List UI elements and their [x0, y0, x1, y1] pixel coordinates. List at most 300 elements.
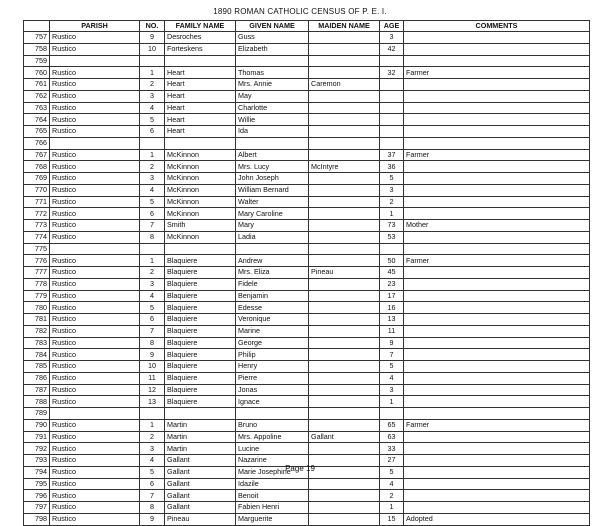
- table-row: [24, 79, 590, 91]
- family-name-cell: McKinnon: [165, 149, 236, 161]
- table-row: [24, 137, 590, 149]
- parish-cell: Rustico: [50, 502, 140, 514]
- maiden-name-cell: [309, 408, 380, 420]
- age-cell: [380, 79, 404, 91]
- parish-cell: Rustico: [50, 419, 140, 431]
- family-name-cell: McKinnon: [165, 231, 236, 243]
- table-row: [24, 149, 590, 161]
- row-number-cell: 768: [24, 161, 50, 173]
- comments-cell: [404, 137, 590, 149]
- parish-cell: Rustico: [50, 220, 140, 232]
- given-name-cell: Mrs. Appoline: [236, 431, 309, 443]
- number-cell: 10: [140, 43, 165, 55]
- comments-cell: [404, 196, 590, 208]
- number-cell: 12: [140, 384, 165, 396]
- age-cell: 1: [380, 502, 404, 514]
- comments-cell: [404, 55, 590, 67]
- row-number-cell: 798: [24, 513, 50, 525]
- number-cell: 2: [140, 267, 165, 279]
- age-cell: [380, 102, 404, 114]
- number-cell: 4: [140, 102, 165, 114]
- comments-cell: [404, 32, 590, 44]
- number-cell: 4: [140, 455, 165, 467]
- given-name-cell: Willie: [236, 114, 309, 126]
- age-cell: 13: [380, 314, 404, 326]
- age-cell: 3: [380, 384, 404, 396]
- parish-cell: Rustico: [50, 255, 140, 267]
- maiden-name-cell: [309, 513, 380, 525]
- comments-cell: [404, 243, 590, 255]
- age-cell: [380, 114, 404, 126]
- age-cell: 63: [380, 431, 404, 443]
- comments-cell: [404, 361, 590, 373]
- number-cell: [140, 55, 165, 67]
- parish-cell: Rustico: [50, 278, 140, 290]
- comments-cell: [404, 443, 590, 455]
- row-number-cell: 788: [24, 396, 50, 408]
- family-name-cell: Heart: [165, 79, 236, 91]
- family-name-cell: McKinnon: [165, 184, 236, 196]
- given-name-cell: Philip: [236, 349, 309, 361]
- number-cell: 3: [140, 443, 165, 455]
- given-name-cell: Mrs. Eliza: [236, 267, 309, 279]
- number-cell: 5: [140, 114, 165, 126]
- row-number-cell: 762: [24, 90, 50, 102]
- row-number-cell: 759: [24, 55, 50, 67]
- maiden-name-cell: [309, 90, 380, 102]
- header-maiden-name: MAIDEN NAME: [309, 21, 380, 32]
- number-cell: 8: [140, 231, 165, 243]
- table-row: [24, 372, 590, 384]
- maiden-name-cell: [309, 337, 380, 349]
- maiden-name-cell: [309, 102, 380, 114]
- maiden-name-cell: Gallant: [309, 431, 380, 443]
- comments-cell: [404, 126, 590, 138]
- family-name-cell: McKinnon: [165, 208, 236, 220]
- given-name-cell: Jonas: [236, 384, 309, 396]
- document-title: 1890 ROMAN CATHOLIC CENSUS OF P. E. I.: [213, 7, 387, 16]
- census-table: [23, 20, 590, 526]
- maiden-name-cell: [309, 173, 380, 185]
- parish-cell: Rustico: [50, 196, 140, 208]
- parish-cell: Rustico: [50, 302, 140, 314]
- row-number-cell: 776: [24, 255, 50, 267]
- table-row: [24, 513, 590, 525]
- table-row: [24, 114, 590, 126]
- family-name-cell: Gallant: [165, 502, 236, 514]
- given-name-cell: Nazarine: [236, 455, 309, 467]
- age-cell: 1: [380, 208, 404, 220]
- age-cell: [380, 137, 404, 149]
- maiden-name-cell: [309, 314, 380, 326]
- parish-cell: Rustico: [50, 161, 140, 173]
- family-name-cell: Blaquiere: [165, 278, 236, 290]
- number-cell: 6: [140, 126, 165, 138]
- given-name-cell: Ignace: [236, 396, 309, 408]
- age-cell: 42: [380, 43, 404, 55]
- row-number-cell: 785: [24, 361, 50, 373]
- given-name-cell: Mrs. Lucy: [236, 161, 309, 173]
- family-name-cell: Heart: [165, 102, 236, 114]
- number-cell: 2: [140, 431, 165, 443]
- table-row: [24, 502, 590, 514]
- number-cell: 9: [140, 513, 165, 525]
- comments-cell: [404, 184, 590, 196]
- number-cell: 1: [140, 67, 165, 79]
- age-cell: [380, 55, 404, 67]
- given-name-cell: Benjamin: [236, 290, 309, 302]
- age-cell: 15: [380, 513, 404, 525]
- row-number-cell: 757: [24, 32, 50, 44]
- number-cell: 4: [140, 290, 165, 302]
- age-cell: [380, 90, 404, 102]
- number-cell: 9: [140, 32, 165, 44]
- row-number-cell: 758: [24, 43, 50, 55]
- maiden-name-cell: [309, 349, 380, 361]
- given-name-cell: Henry: [236, 361, 309, 373]
- family-name-cell: McKinnon: [165, 173, 236, 185]
- comments-cell: [404, 79, 590, 91]
- table-row: [24, 443, 590, 455]
- number-cell: 13: [140, 396, 165, 408]
- given-name-cell: Idazile: [236, 478, 309, 490]
- maiden-name-cell: Pineau: [309, 267, 380, 279]
- row-number-cell: 796: [24, 490, 50, 502]
- age-cell: 16: [380, 302, 404, 314]
- family-name-cell: Heart: [165, 67, 236, 79]
- number-cell: 1: [140, 255, 165, 267]
- row-number-cell: 792: [24, 443, 50, 455]
- comments-cell: [404, 90, 590, 102]
- row-number-cell: 771: [24, 196, 50, 208]
- comments-cell: [404, 231, 590, 243]
- comments-cell: [404, 278, 590, 290]
- maiden-name-cell: [309, 43, 380, 55]
- parish-cell: Rustico: [50, 372, 140, 384]
- number-cell: 7: [140, 325, 165, 337]
- age-cell: 37: [380, 149, 404, 161]
- age-cell: 9: [380, 337, 404, 349]
- family-name-cell: Martin: [165, 431, 236, 443]
- parish-cell: Rustico: [50, 208, 140, 220]
- row-number-cell: 770: [24, 184, 50, 196]
- age-cell: 7: [380, 349, 404, 361]
- row-number-cell: 773: [24, 220, 50, 232]
- given-name-cell: Mary: [236, 220, 309, 232]
- comments-cell: [404, 302, 590, 314]
- table-row: [24, 337, 590, 349]
- row-number-cell: 774: [24, 231, 50, 243]
- age-cell: 5: [380, 466, 404, 478]
- table-row: [24, 208, 590, 220]
- row-number-cell: 769: [24, 173, 50, 185]
- age-cell: 23: [380, 278, 404, 290]
- age-cell: 11: [380, 325, 404, 337]
- table-row: [24, 255, 590, 267]
- given-name-cell: John Joseph: [236, 173, 309, 185]
- comments-cell: [404, 372, 590, 384]
- number-cell: 7: [140, 490, 165, 502]
- parish-cell: Rustico: [50, 32, 140, 44]
- comments-cell: Mother: [404, 220, 590, 232]
- age-cell: [380, 243, 404, 255]
- table-row: [24, 302, 590, 314]
- parish-cell: [50, 408, 140, 420]
- number-cell: 5: [140, 466, 165, 478]
- comments-cell: [404, 208, 590, 220]
- table-row: [24, 349, 590, 361]
- comments-cell: Farmer: [404, 255, 590, 267]
- given-name-cell: Guss: [236, 32, 309, 44]
- number-cell: 1: [140, 149, 165, 161]
- parish-cell: Rustico: [50, 90, 140, 102]
- family-name-cell: Blaquiere: [165, 396, 236, 408]
- comments-cell: [404, 384, 590, 396]
- age-cell: 32: [380, 67, 404, 79]
- family-name-cell: Martin: [165, 443, 236, 455]
- comments-cell: [404, 396, 590, 408]
- table-row: [24, 184, 590, 196]
- row-number-cell: 765: [24, 126, 50, 138]
- parish-cell: Rustico: [50, 490, 140, 502]
- number-cell: 2: [140, 79, 165, 91]
- row-number-cell: 783: [24, 337, 50, 349]
- header-row-number: [24, 21, 50, 32]
- comments-cell: [404, 490, 590, 502]
- parish-cell: Rustico: [50, 513, 140, 525]
- maiden-name-cell: [309, 490, 380, 502]
- comments-cell: [404, 337, 590, 349]
- number-cell: 10: [140, 361, 165, 373]
- maiden-name-cell: [309, 243, 380, 255]
- table-row: [24, 361, 590, 373]
- age-cell: 3: [380, 32, 404, 44]
- given-name-cell: William Bernard: [236, 184, 309, 196]
- parish-cell: Rustico: [50, 79, 140, 91]
- maiden-name-cell: [309, 419, 380, 431]
- number-cell: [140, 243, 165, 255]
- number-cell: 8: [140, 337, 165, 349]
- table-row: [24, 67, 590, 79]
- age-cell: 53: [380, 231, 404, 243]
- table-row: [24, 325, 590, 337]
- row-number-cell: 763: [24, 102, 50, 114]
- given-name-cell: [236, 55, 309, 67]
- table-row: [24, 102, 590, 114]
- maiden-name-cell: [309, 208, 380, 220]
- table-row: [24, 126, 590, 138]
- parish-cell: [50, 55, 140, 67]
- row-number-cell: 790: [24, 419, 50, 431]
- given-name-cell: Elizabeth: [236, 43, 309, 55]
- family-name-cell: Blaquiere: [165, 267, 236, 279]
- maiden-name-cell: [309, 137, 380, 149]
- parish-cell: Rustico: [50, 126, 140, 138]
- parish-cell: Rustico: [50, 431, 140, 443]
- comments-cell: [404, 502, 590, 514]
- row-number-cell: 794: [24, 466, 50, 478]
- header-row: [24, 21, 590, 32]
- given-name-cell: Lucine: [236, 443, 309, 455]
- given-name-cell: Marguerite: [236, 513, 309, 525]
- comments-cell: [404, 173, 590, 185]
- age-cell: 17: [380, 290, 404, 302]
- number-cell: 5: [140, 302, 165, 314]
- number-cell: 1: [140, 419, 165, 431]
- family-name-cell: [165, 408, 236, 420]
- table-row: [24, 267, 590, 279]
- row-number-cell: 787: [24, 384, 50, 396]
- table-row: [24, 408, 590, 420]
- family-name-cell: Blaquiere: [165, 384, 236, 396]
- age-cell: 33: [380, 443, 404, 455]
- parish-cell: Rustico: [50, 184, 140, 196]
- age-cell: 2: [380, 196, 404, 208]
- row-number-cell: 779: [24, 290, 50, 302]
- table-row: [24, 314, 590, 326]
- age-cell: 27: [380, 455, 404, 467]
- family-name-cell: Gallant: [165, 490, 236, 502]
- row-number-cell: 780: [24, 302, 50, 314]
- table-row: [24, 431, 590, 443]
- given-name-cell: Albert: [236, 149, 309, 161]
- row-number-cell: 781: [24, 314, 50, 326]
- given-name-cell: [236, 243, 309, 255]
- number-cell: 5: [140, 196, 165, 208]
- maiden-name-cell: [309, 55, 380, 67]
- given-name-cell: Mrs. Annie: [236, 79, 309, 91]
- age-cell: 1: [380, 396, 404, 408]
- table-row: [24, 490, 590, 502]
- given-name-cell: [236, 408, 309, 420]
- parish-cell: Rustico: [50, 43, 140, 55]
- comments-cell: [404, 314, 590, 326]
- given-name-cell: Ladia: [236, 231, 309, 243]
- parish-cell: Rustico: [50, 67, 140, 79]
- comments-cell: [404, 325, 590, 337]
- number-cell: 3: [140, 90, 165, 102]
- family-name-cell: Gallant: [165, 466, 236, 478]
- age-cell: 36: [380, 161, 404, 173]
- comments-cell: Farmer: [404, 149, 590, 161]
- comments-cell: [404, 161, 590, 173]
- given-name-cell: Veronique: [236, 314, 309, 326]
- parish-cell: [50, 243, 140, 255]
- parish-cell: Rustico: [50, 396, 140, 408]
- given-name-cell: Bruno: [236, 419, 309, 431]
- parish-cell: Rustico: [50, 361, 140, 373]
- row-number-cell: 786: [24, 372, 50, 384]
- parish-cell: Rustico: [50, 149, 140, 161]
- number-cell: 2: [140, 161, 165, 173]
- given-name-cell: May: [236, 90, 309, 102]
- given-name-cell: Walter: [236, 196, 309, 208]
- parish-cell: [50, 137, 140, 149]
- age-cell: 5: [380, 361, 404, 373]
- maiden-name-cell: McIntyre: [309, 161, 380, 173]
- maiden-name-cell: [309, 231, 380, 243]
- table-row: [24, 173, 590, 185]
- family-name-cell: Desroches: [165, 32, 236, 44]
- parish-cell: Rustico: [50, 337, 140, 349]
- parish-cell: Rustico: [50, 349, 140, 361]
- age-cell: 4: [380, 478, 404, 490]
- family-name-cell: Blaquiere: [165, 361, 236, 373]
- parish-cell: Rustico: [50, 267, 140, 279]
- table-row: [24, 243, 590, 255]
- parish-cell: Rustico: [50, 384, 140, 396]
- row-number-cell: 782: [24, 325, 50, 337]
- maiden-name-cell: [309, 502, 380, 514]
- given-name-cell: Fidele: [236, 278, 309, 290]
- age-cell: 65: [380, 419, 404, 431]
- row-number-cell: 772: [24, 208, 50, 220]
- family-name-cell: Pineau: [165, 513, 236, 525]
- comments-cell: [404, 349, 590, 361]
- family-name-cell: Smith: [165, 220, 236, 232]
- family-name-cell: McKinnon: [165, 161, 236, 173]
- table-row: [24, 196, 590, 208]
- table-row: [24, 419, 590, 431]
- comments-cell: [404, 431, 590, 443]
- age-cell: 2: [380, 490, 404, 502]
- parish-cell: Rustico: [50, 114, 140, 126]
- given-name-cell: Pierre: [236, 372, 309, 384]
- number-cell: 11: [140, 372, 165, 384]
- maiden-name-cell: [309, 396, 380, 408]
- family-name-cell: Blaquiere: [165, 349, 236, 361]
- row-number-cell: 789: [24, 408, 50, 420]
- number-cell: 3: [140, 278, 165, 290]
- number-cell: 6: [140, 314, 165, 326]
- given-name-cell: Fabien Henri: [236, 502, 309, 514]
- comments-cell: [404, 114, 590, 126]
- family-name-cell: [165, 55, 236, 67]
- family-name-cell: Heart: [165, 90, 236, 102]
- maiden-name-cell: [309, 114, 380, 126]
- comments-cell: [404, 290, 590, 302]
- maiden-name-cell: [309, 32, 380, 44]
- given-name-cell: Edesse: [236, 302, 309, 314]
- table-row: [24, 55, 590, 67]
- maiden-name-cell: [309, 196, 380, 208]
- given-name-cell: Ida: [236, 126, 309, 138]
- family-name-cell: Gallant: [165, 478, 236, 490]
- family-name-cell: Blaquiere: [165, 314, 236, 326]
- age-cell: 50: [380, 255, 404, 267]
- family-name-cell: Blaquiere: [165, 255, 236, 267]
- age-cell: 3: [380, 184, 404, 196]
- family-name-cell: [165, 243, 236, 255]
- age-cell: [380, 408, 404, 420]
- maiden-name-cell: [309, 302, 380, 314]
- family-name-cell: Blaquiere: [165, 372, 236, 384]
- table-row: [24, 396, 590, 408]
- row-number-cell: 767: [24, 149, 50, 161]
- row-number-cell: 760: [24, 67, 50, 79]
- number-cell: 6: [140, 478, 165, 490]
- table-row: [24, 43, 590, 55]
- header-no: NO.: [140, 21, 165, 32]
- parish-cell: Rustico: [50, 478, 140, 490]
- age-cell: 73: [380, 220, 404, 232]
- number-cell: [140, 137, 165, 149]
- number-cell: 3: [140, 173, 165, 185]
- comments-cell: Farmer: [404, 67, 590, 79]
- maiden-name-cell: [309, 290, 380, 302]
- maiden-name-cell: [309, 325, 380, 337]
- age-cell: [380, 126, 404, 138]
